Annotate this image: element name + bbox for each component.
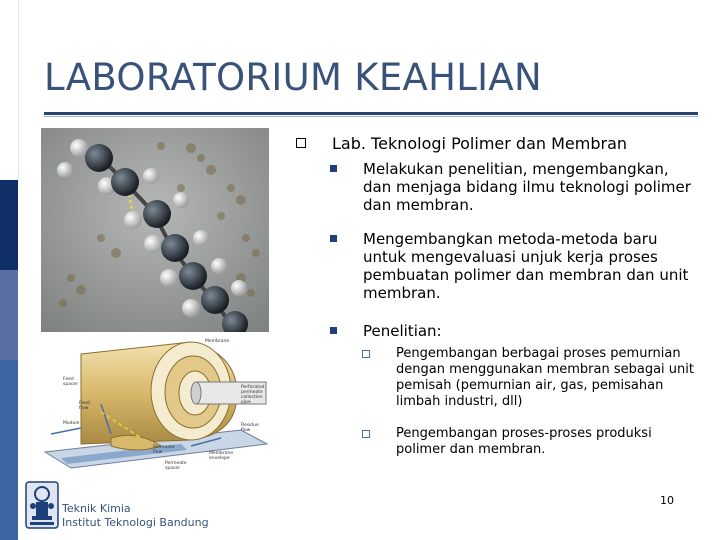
itb-logo — [24, 480, 60, 530]
page-number: 10 — [660, 494, 674, 507]
svg-text:Permeate: Permeate — [165, 461, 187, 466]
hollow-square-sub-bullet-icon — [362, 350, 370, 358]
svg-text:Perforated: Perforated — [241, 385, 265, 390]
svg-text:collection: collection — [241, 395, 263, 400]
filled-square-bullet-icon — [330, 327, 337, 334]
svg-text:pipe: pipe — [241, 400, 251, 405]
heading-text: Lab. Teknologi Polimer dan Membran — [332, 134, 628, 153]
title-rule — [44, 112, 698, 115]
footer-line-1: Teknik Kimia — [62, 502, 131, 515]
svg-text:flow: flow — [79, 406, 89, 411]
svg-text:permeate: permeate — [241, 390, 263, 395]
svg-text:Feed: Feed — [63, 377, 74, 382]
filled-square-bullet-icon — [330, 235, 337, 242]
title-rule-thin — [44, 116, 698, 117]
svg-text:Feed: Feed — [79, 401, 90, 406]
slide-title: LABORATORIUM KEAHLIAN — [44, 56, 542, 99]
svg-text:Residue: Residue — [241, 423, 259, 428]
svg-text:Membrane: Membrane — [209, 451, 234, 456]
sidebar-decoration — [0, 0, 18, 540]
sub-list-item: Pengembangan berbagai proses pemurnian dengan menggunakan membran sebagai unit pemisah (pemurnian air, gas, pemisahan limbah industri, dll) — [396, 346, 694, 409]
list-item: Penelitian: — [363, 322, 442, 340]
svg-text:Membrane: Membrane — [205, 339, 230, 344]
list-item: Melakukan penelitian, mengembangkan, dan menjaga bidang ilmu teknologi polimer dan membran. — [363, 160, 691, 214]
svg-text:spacer: spacer — [63, 382, 79, 387]
svg-text:spacer: spacer — [165, 466, 181, 471]
svg-text:envelope: envelope — [209, 456, 230, 461]
molecule-image — [41, 128, 269, 332]
list-item: Mengembangkan metoda-metoda baru untuk mengevaluasi unjuk kerja proses pembuatan polimer dan membran dan unit membran. — [363, 230, 689, 302]
svg-text:flow: flow — [241, 428, 251, 433]
footer-text — [62, 502, 209, 530]
footer-line-2: Institut Teknologi Bandung — [62, 516, 209, 529]
hollow-square-sub-bullet-icon — [362, 430, 370, 438]
hollow-square-bullet-icon — [296, 138, 306, 148]
svg-text:flow: flow — [153, 450, 163, 455]
filled-square-bullet-icon — [330, 165, 337, 172]
svg-text:Module: Module — [63, 421, 80, 426]
sub-list-item: Pengembangan proses-proses produksi polimer dan membran. — [396, 426, 652, 457]
membrane-module-image — [41, 334, 271, 484]
svg-text:Permeate: Permeate — [153, 445, 175, 450]
